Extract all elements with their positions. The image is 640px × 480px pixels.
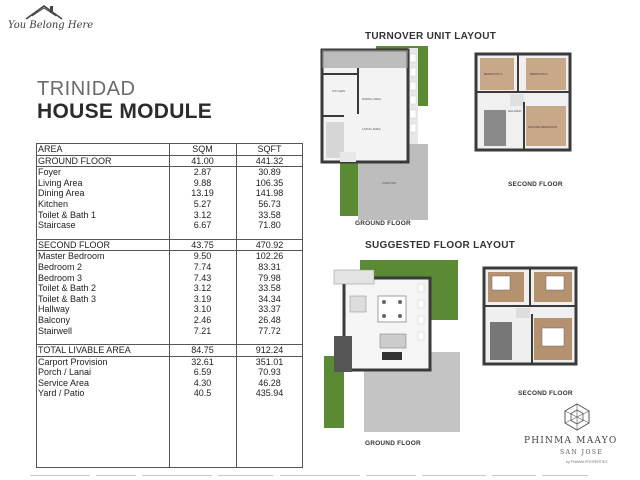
cell-label: Foyer (38, 167, 62, 178)
cell-label: Kitchen (38, 198, 69, 209)
fine-print (30, 474, 590, 477)
cell-sqm: 5.27 (193, 198, 212, 209)
cell-sqft: 56.73 (258, 198, 281, 209)
cell-sqft: 77.72 (258, 325, 281, 336)
cell-sqm: 9.50 (193, 251, 212, 262)
cell-label: Porch / Lanai (38, 367, 92, 378)
cell-label: Yard / Patio (38, 388, 85, 399)
svg-text:DINING AREA: DINING AREA (362, 97, 382, 101)
cell-sqm: 7.21 (193, 325, 212, 336)
cell-sqft: 46.28 (258, 377, 281, 388)
cell-label: Toilet & Bath 3 (38, 293, 97, 304)
cell-sqft: 141.98 (255, 188, 284, 199)
cell-sqft: 441.32 (236, 155, 303, 167)
module-title: HOUSE MODULE (37, 100, 213, 123)
column-divider (236, 143, 237, 468)
suggested-heading: SUGGESTED FLOOR LAYOUT (365, 240, 516, 251)
cell-sqm: 9.88 (193, 177, 212, 188)
turnover-ground-floor-plan (318, 44, 438, 222)
svg-text:BEDROOM 2: BEDROOM 2 (530, 72, 549, 76)
cell-label: Toilet & Bath 2 (38, 283, 97, 294)
cell-sqft: 351.01 (255, 356, 284, 367)
turnover-second-floor-plan (470, 50, 576, 156)
geometric-cube-logo-icon (562, 402, 592, 432)
cell-label: Hallway (38, 304, 70, 315)
cell-label: TOTAL LIVABLE AREA (36, 345, 169, 357)
cell-sqm: 3.12 (193, 283, 212, 294)
cell-label: Staircase (38, 220, 76, 231)
cell-label: Bedroom 3 (38, 272, 83, 283)
cell-sqft: 106.35 (255, 177, 284, 188)
suggested-second-caption: SECOND FLOOR (518, 390, 573, 397)
cell-sqm: 3.10 (193, 304, 212, 315)
cell-sqft: 71.80 (258, 220, 281, 231)
logo-tagline: You Belong Here (8, 20, 94, 31)
suggested-ground-floor-plan (320, 256, 460, 434)
cell-sqft: 33.58 (258, 209, 281, 220)
cell-label: Living Area (38, 177, 83, 188)
col-header-sqm: SQM (169, 144, 236, 156)
cell-label: Carport Provision (38, 356, 108, 367)
cell-sqft: 30.89 (258, 167, 281, 178)
col-header-sqft: SQFT (236, 144, 303, 156)
cell-sqm: 32.61 (191, 356, 214, 367)
module-name: TRINIDAD (37, 78, 136, 100)
cell-label: Balcony (38, 314, 71, 325)
house-roof-icon (6, 2, 106, 22)
cell-sqm: 7.43 (193, 272, 212, 283)
cell-sqm: 3.19 (193, 293, 212, 304)
column-divider (169, 143, 170, 468)
cell-sqft: 33.37 (258, 304, 281, 315)
brand-location: SAN JOSE (560, 449, 604, 456)
cell-label: Service Area (38, 377, 90, 388)
cell-sqm: 40.5 (193, 388, 212, 399)
svg-text:CARPORT: CARPORT (382, 181, 397, 185)
cell-sqft: 83.31 (258, 261, 281, 272)
cell-label: Stairwell (38, 325, 73, 336)
cell-sqft: 912.24 (236, 345, 303, 357)
brand-byline: by PHINMA PROPERTIES (566, 460, 608, 464)
cell-sqm: 6.67 (193, 220, 212, 231)
cell-sqft: 435.94 (255, 388, 284, 399)
cell-label: Bedroom 2 (38, 261, 83, 272)
brand-logo (6, 2, 106, 38)
cell-label: Toilet & Bath 1 (38, 209, 97, 220)
cell-sqm: 2.87 (193, 167, 212, 178)
cell-sqft: 102.26 (255, 251, 284, 262)
cell-label: GROUND FLOOR (36, 155, 169, 167)
turnover-second-caption: SECOND FLOOR (508, 181, 563, 188)
brand-name: PHINMA MAAYO (524, 436, 618, 446)
cell-sqft: 79.98 (258, 272, 281, 283)
cell-sqft: 470.92 (236, 239, 303, 251)
svg-text:KITCHEN: KITCHEN (332, 89, 346, 93)
cell-sqm: 6.59 (193, 367, 212, 378)
suggested-ground-caption: GROUND FLOOR (365, 440, 421, 447)
cell-sqm: 43.75 (169, 239, 236, 251)
cell-sqm: 13.19 (191, 188, 214, 199)
cell-label: SECOND FLOOR (36, 239, 169, 251)
cell-sqm: 3.12 (193, 209, 212, 220)
cell-sqm: 7.74 (193, 261, 212, 272)
cell-sqft: 70.93 (258, 367, 281, 378)
svg-text:LIVING AREA: LIVING AREA (362, 127, 381, 131)
cell-label: Master Bedroom (38, 251, 105, 262)
cell-sqm: 2.46 (193, 314, 212, 325)
cell-sqm: 41.00 (169, 155, 236, 167)
suggested-second-floor-plan (478, 262, 584, 368)
svg-text:BEDROOM 3: BEDROOM 3 (484, 72, 503, 76)
cell-sqft: 33.58 (258, 283, 281, 294)
cell-label: Dining Area (38, 188, 85, 199)
turnover-heading: TURNOVER UNIT LAYOUT (365, 31, 497, 42)
svg-text:HALLWAY: HALLWAY (508, 109, 522, 113)
cell-sqft: 34.34 (258, 293, 281, 304)
turnover-ground-caption: GROUND FLOOR (355, 220, 411, 227)
col-header-area: AREA (36, 144, 169, 156)
cell-sqm: 84.75 (169, 345, 236, 357)
cell-sqm: 4.30 (193, 377, 212, 388)
svg-text:MASTER BEDROOM: MASTER BEDROOM (528, 125, 557, 129)
cell-sqft: 26.48 (258, 314, 281, 325)
